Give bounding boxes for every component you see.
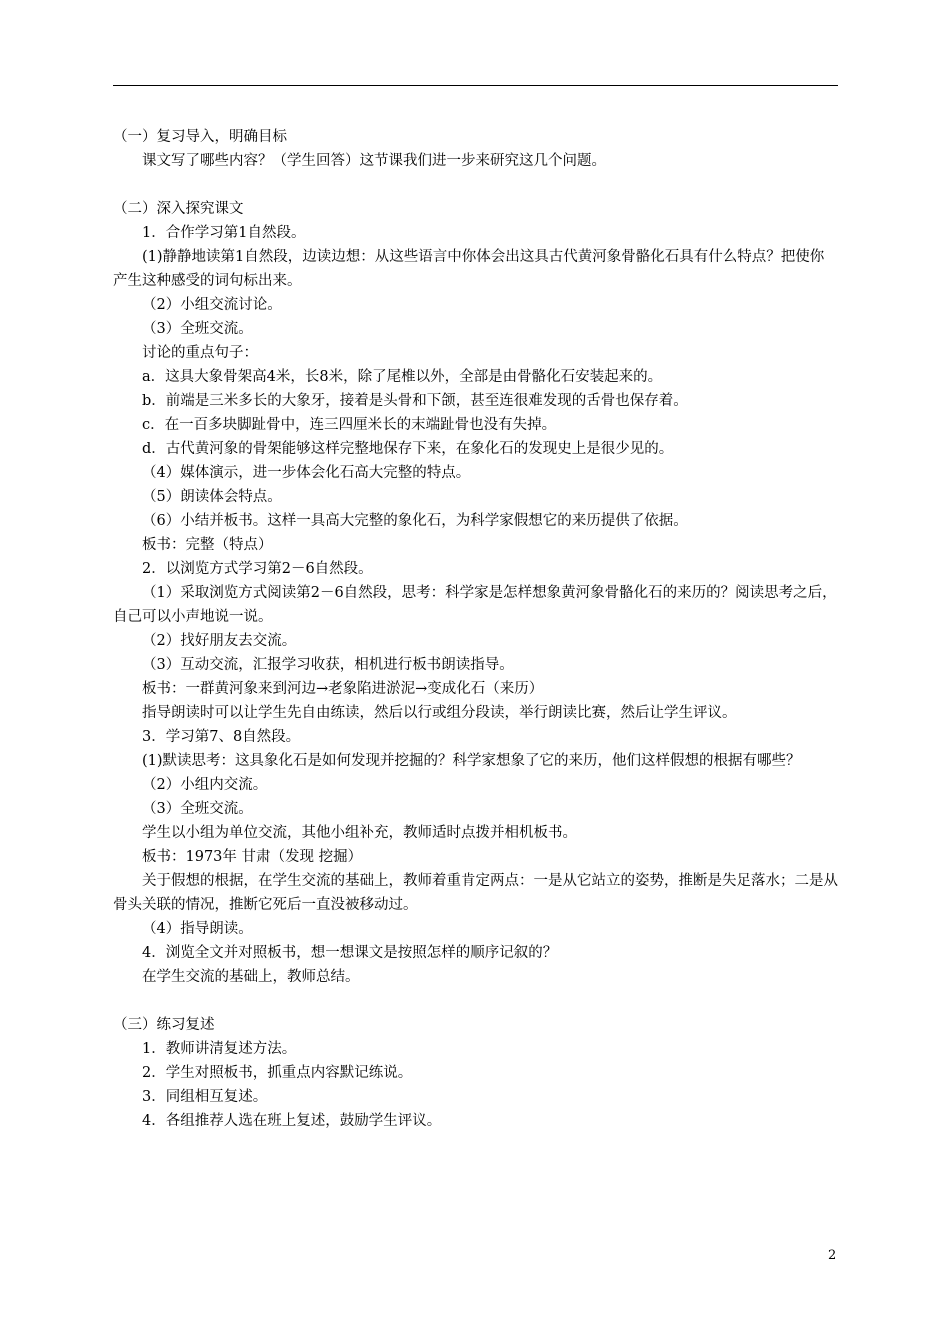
paragraph: （4）媒体演示，进一步体会化石高大完整的特点。 (142, 465, 471, 481)
paragraph: 在学生交流的基础上，教师总结。 (142, 969, 360, 985)
paragraph: （1）采取浏览方式阅读第2－6自然段，思考：科学家是怎样想象黄河象骨骼化石的来历的？阅读思考之后，自己可以小声地说一说。 (113, 585, 837, 625)
paragraph: b．前端是三米多长的大象牙，接着是头骨和下颌，甚至连很难发现的舌骨也保存着。 (142, 393, 688, 409)
paragraph: （3）全班交流。 (142, 321, 253, 337)
paragraph: 板书：完整（特点） (142, 537, 273, 553)
paragraph: 指导朗读时可以让学生先自由练读，然后以行或组分段读，举行朗读比赛，然后让学生评议。 (142, 705, 737, 721)
paragraph: 关于假想的根据，在学生交流的基础上，教师着重肯定两点：一是从它站立的姿势，推断是失足落水；二是从骨头关联的情况，推断它死后一直没被移动过。 (113, 873, 838, 913)
paragraph: 2．以浏览方式学习第2－6自然段。 (142, 561, 373, 577)
paragraph: a．这具大象骨架高4米，长8米，除了尾椎以外，全部是由骨骼化石安装起来的。 (142, 369, 663, 385)
page-number: 2 (828, 1248, 837, 1263)
paragraph: c．在一百多块脚趾骨中，连三四厘米长的末端趾骨也没有失掉。 (142, 417, 557, 433)
paragraph: 4．各组推荐人选在班上复述，鼓励学生评议。 (142, 1113, 442, 1129)
header-rule (113, 85, 838, 86)
paragraph: 2．学生对照板书，抓重点内容默记练说。 (142, 1065, 413, 1081)
paragraph: （4）指导朗读。 (142, 921, 253, 937)
paragraph: （2）找好朋友去交流。 (142, 633, 297, 649)
paragraph: （2）小组内交流。 (142, 777, 268, 793)
paragraph: 学生以小组为单位交流，其他小组补充，教师适时点拨并相机板书。 (142, 825, 577, 841)
paragraph: 板书：1973年 甘肃（发现 挖掘） (142, 849, 363, 865)
paragraph: (1)默读思考：这具象化石是如何发现并挖掘的？科学家想象了它的来历，他们这样假想的根据有哪些？ (142, 753, 801, 769)
section-heading: （三）练习复述 (113, 1017, 215, 1033)
section-heading: （一）复习导入，明确目标 (113, 129, 287, 145)
paragraph: （3）互动交流，汇报学习收获，相机进行板书朗读指导。 (142, 657, 514, 673)
paragraph: 1．合作学习第1自然段。 (142, 225, 306, 241)
paragraph: （3）全班交流。 (142, 801, 253, 817)
paragraph: （2）小组交流讨论。 (142, 297, 282, 313)
paragraph: 板书：一群黄河象来到河边→老象陷进淤泥→变成化石（来历） (142, 681, 544, 697)
paragraph: 讨论的重点句子： (142, 345, 258, 361)
paragraph: （6）小结并板书。这样一具高大完整的象化石，为科学家假想它的来历提供了依据。 (142, 513, 688, 529)
paragraph: （5）朗读体会特点。 (142, 489, 282, 505)
paragraph: (1)静静地读第1自然段，边读边想：从这些语言中你体会出这具古代黄河象骨骼化石具有什么特点？把使你产生这种感受的词句标出来。 (113, 249, 825, 289)
paragraph: 课文写了哪些内容？（学生回答）这节课我们进一步来研究这几个问题。 (142, 153, 606, 169)
spacer (113, 989, 838, 1013)
spacer (113, 173, 838, 197)
paragraph: 3．学习第7、8自然段。 (142, 729, 301, 745)
paragraph: d．古代黄河象的骨架能够这样完整地保存下来，在象化石的发现史上是很少见的。 (142, 441, 674, 457)
paragraph: 3．同组相互复述。 (142, 1089, 268, 1105)
document-body (113, 125, 838, 1133)
paragraph: 1．教师讲清复述方法。 (142, 1041, 297, 1057)
paragraph: 4．浏览全文并对照板书，想一想课文是按照怎样的顺序记叙的？ (142, 945, 558, 961)
section-heading: （二）深入探究课文 (113, 201, 244, 217)
